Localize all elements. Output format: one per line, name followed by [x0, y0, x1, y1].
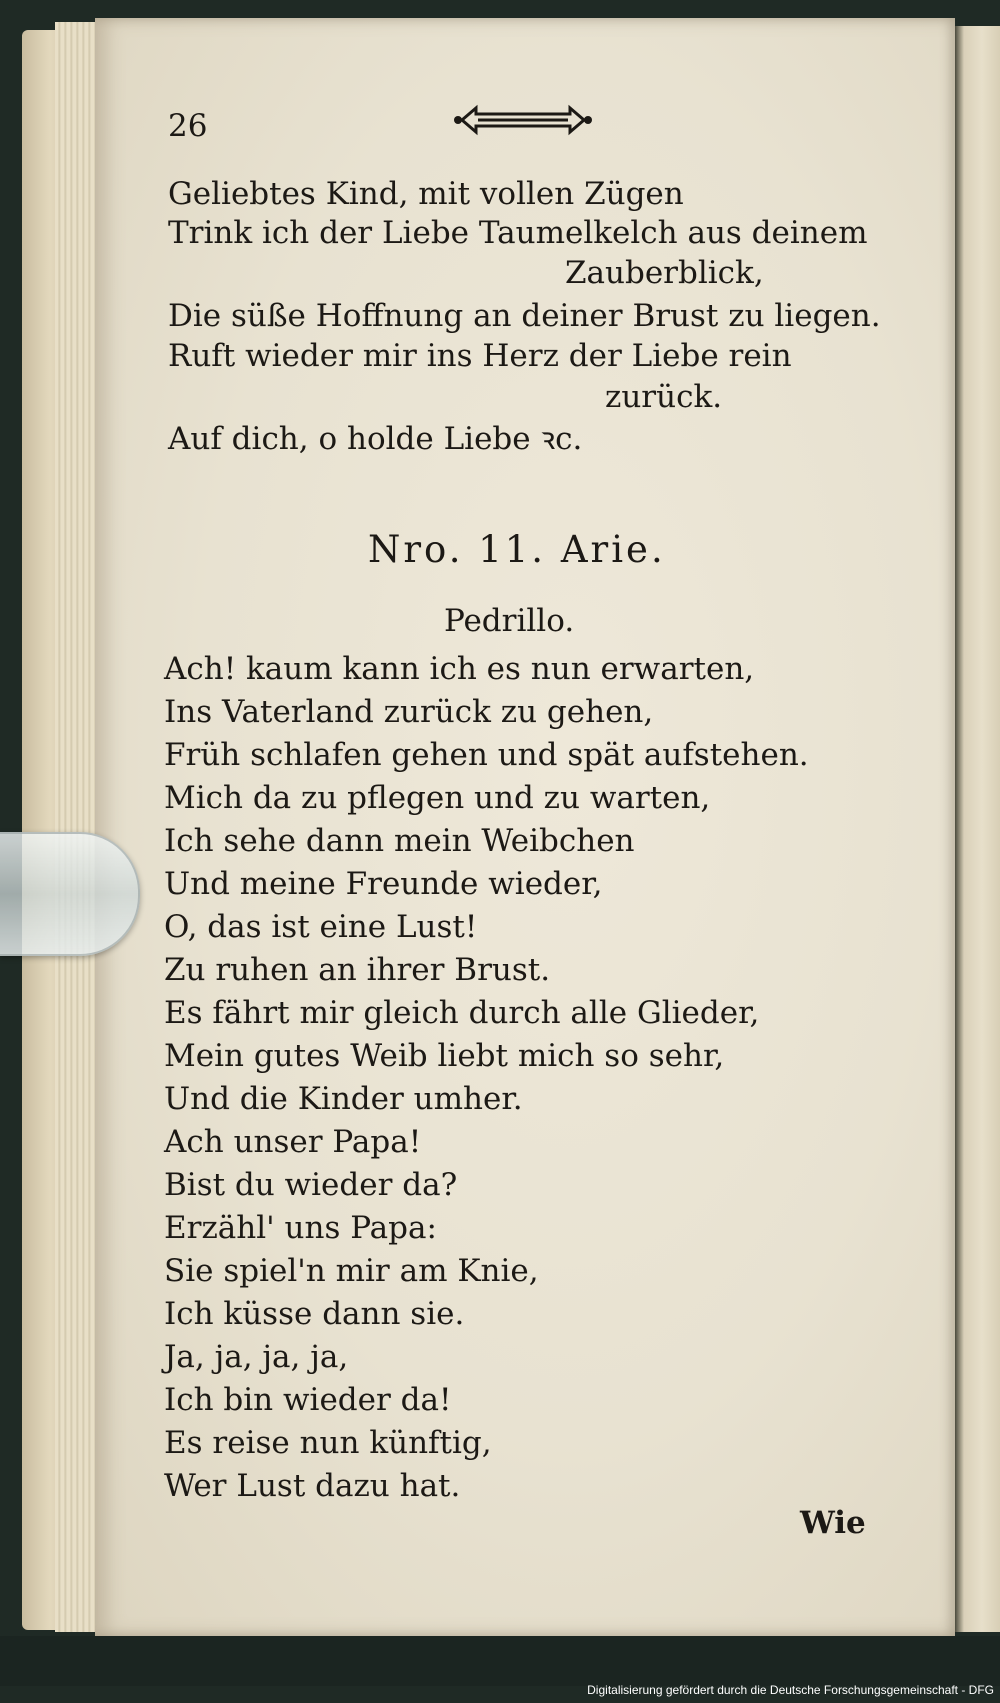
page-clip: [0, 832, 140, 956]
verse-line: Es reise nun künftig,: [164, 1425, 492, 1461]
ornamental-rule-icon: [448, 102, 598, 138]
verse-line: Mein gutes Weib liebt mich so sehr,: [164, 1038, 725, 1074]
verse-line: Erzähl' uns Papa:: [164, 1210, 437, 1246]
verse-line: Ich bin wieder da!: [164, 1382, 452, 1418]
verse-line: Die süße Hoffnung an deiner Brust zu liegen.: [168, 298, 881, 334]
verse-line: Früh schlafen gehen und spät aufstehen.: [164, 737, 809, 773]
verse-line: O, das ist eine Lust!: [164, 909, 478, 945]
catchword: Wie: [800, 1505, 866, 1541]
page-number: 26: [168, 108, 208, 144]
verse-line: Ich küsse dann sie.: [164, 1296, 465, 1332]
verse-line: Zauberblick,: [565, 255, 764, 291]
verse-line: Ich sehe dann mein Weibchen: [164, 823, 635, 859]
verse-line: Ins Vaterland zurück zu gehen,: [164, 694, 654, 730]
verse-line: Und die Kinder umher.: [164, 1081, 523, 1117]
verse-line: Ach! kaum kann ich es nun erwarten,: [164, 651, 755, 687]
verse-line: Ja, ja, ja, ja,: [164, 1339, 349, 1375]
verse-line: Wer Lust dazu hat.: [164, 1468, 461, 1504]
verse-line: Auf dich, o holde Liebe ꝛc.: [168, 421, 583, 457]
facing-page-edge: [955, 26, 1000, 1632]
aria-heading: Nro. 11. Arie.: [368, 528, 666, 571]
verse-line: Und meine Freunde wieder,: [164, 866, 603, 902]
verse-line: Es fährt mir gleich durch alle Glieder,: [164, 995, 760, 1031]
verse-line: Ach unser Papa!: [164, 1124, 422, 1160]
funding-footer: Digitalisierung gefördert durch die Deutsche Forschungsgemeinschaft - DFG: [587, 1683, 994, 1697]
verse-line: Geliebtes Kind, mit vollen Zügen: [168, 176, 684, 212]
verse-line: Ruft wieder mir ins Herz der Liebe rein: [168, 338, 792, 374]
scan-background: [0, 1636, 1000, 1686]
verse-line: Mich da zu pflegen und zu warten,: [164, 780, 711, 816]
verse-line: Zu ruhen an ihrer Brust.: [164, 952, 551, 988]
verse-line: Trink ich der Liebe Taumelkelch aus deinem: [168, 215, 868, 251]
speaker-name: Pedrillo.: [444, 603, 575, 639]
verse-line: Bist du wieder da?: [164, 1167, 458, 1203]
verse-line: zurück.: [605, 379, 723, 415]
verse-line: Sie spiel'n mir am Knie,: [164, 1253, 539, 1289]
